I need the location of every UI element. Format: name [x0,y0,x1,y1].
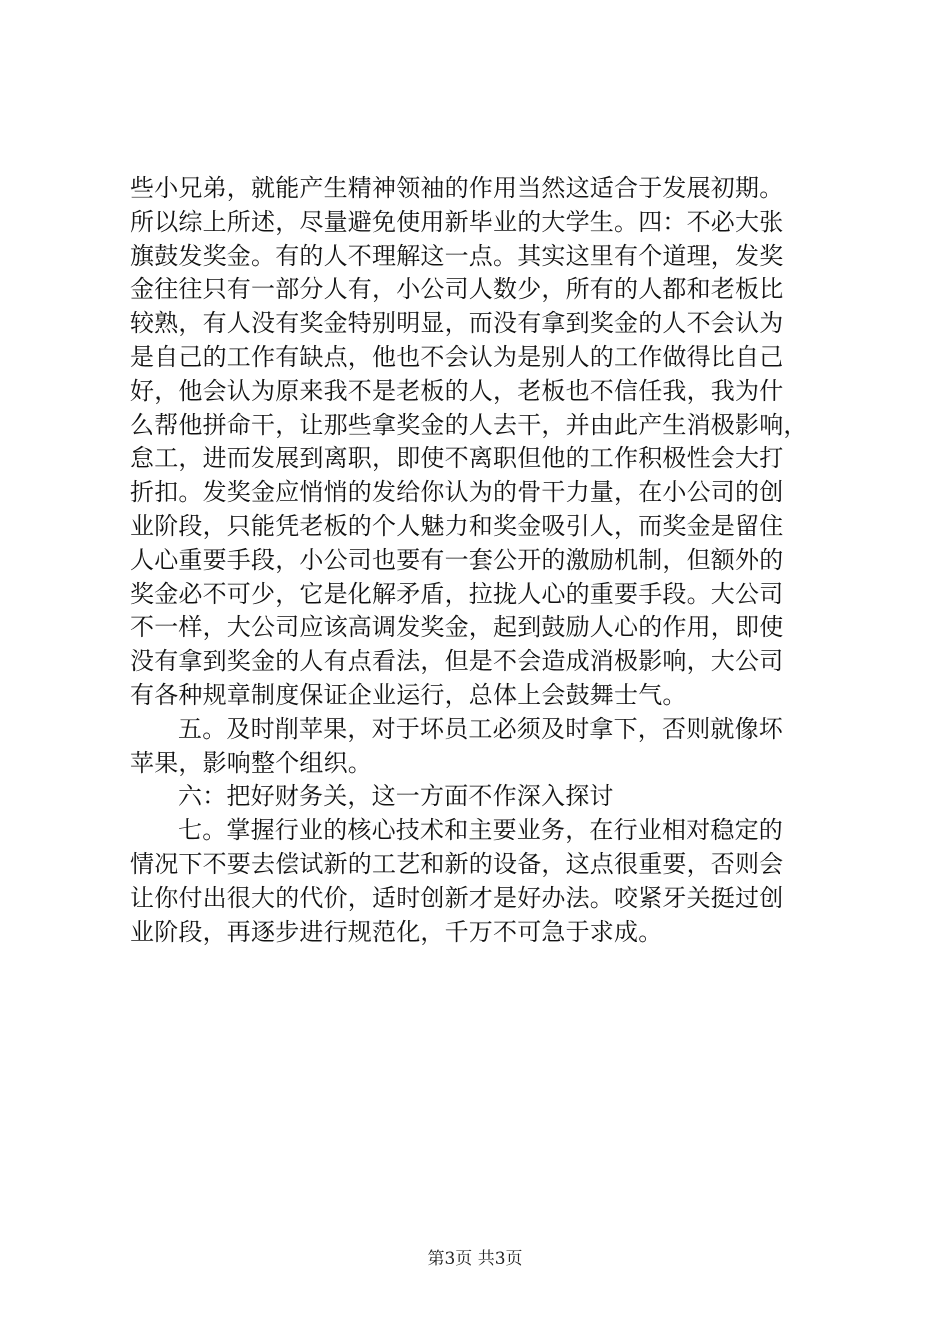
text-line: 情况下不要去偿试新的工艺和新的设备，这点很重要，否则会 [130,849,784,878]
paragraph-seven-start: 七。掌握行业的核心技术和主要业务，在行业相对稳定的 [178,816,783,845]
text-line: 怠工，进而发展到离职，即使不离职但他的工作积极性会大打 [130,444,784,473]
text-line: 没有拿到奖金的人有点看法，但是不会造成消极影响，大公司 [130,647,784,676]
text-line: 折扣。发奖金应悄悄的发给你认为的骨干力量，在小公司的创 [130,478,784,507]
text-line: 较熟，有人没有奖金特别明显，而没有拿到奖金的人不会认为 [130,309,784,338]
text-line: 金往往只有一部分人有，小公司人数少，所有的人都和老板比 [130,275,784,304]
text-line: 有各种规章制度保证企业运行，总体上会鼓舞士气。 [130,680,687,709]
text-line: 让你付出很大的代价，适时创新才是好办法。咬紧牙关挺过创 [130,883,784,912]
text-line: 旗鼓发奖金。有的人不理解这一点。其实这里有个道理，发奖 [130,241,784,270]
paragraph-five-start: 五。及时削苹果，对于坏员工必须及时拿下，否则就像坏 [178,714,783,743]
text-line: 业阶段，只能凭老板的个人魅力和奖金吸引人，而奖金是留住 [130,511,784,540]
text-line: 奖金必不可少，它是化解矛盾，拉拢人心的重要手段。大公司 [130,579,784,608]
text-line: 些小兄弟，就能产生精神领袖的作用当然这适合于发展初期。 [130,174,784,202]
text-line: 好，他会认为原来我不是老板的人，老板也不信任我，我为什 [130,376,784,405]
text-line: 是自己的工作有缺点，他也不会认为是别人的工作做得比自己 [130,342,784,371]
text-line: 么帮他拼命干，让那些拿奖金的人去干，并由此产生消极影响， [130,410,808,439]
text-line: 苹果，影响整个组织。 [130,748,372,777]
text-line: 人心重要手段，小公司也要有一套公开的激励机制，但额外的 [130,545,784,574]
body-text [130,172,830,949]
text-line: 所以综上所述，尽量避免使用新毕业的大学生。四：不必大张 [130,207,784,236]
text-line: 不一样，大公司应该高调发奖金，起到鼓励人心的作用，即使 [130,613,784,642]
paragraph-six: 六：把好财务关，这一方面不作深入探讨 [178,782,614,811]
text-line: 业阶段，再逐步进行规范化，千万不可急于求成。 [130,917,663,946]
page-number: 第3页 共3页 [427,1249,523,1269]
